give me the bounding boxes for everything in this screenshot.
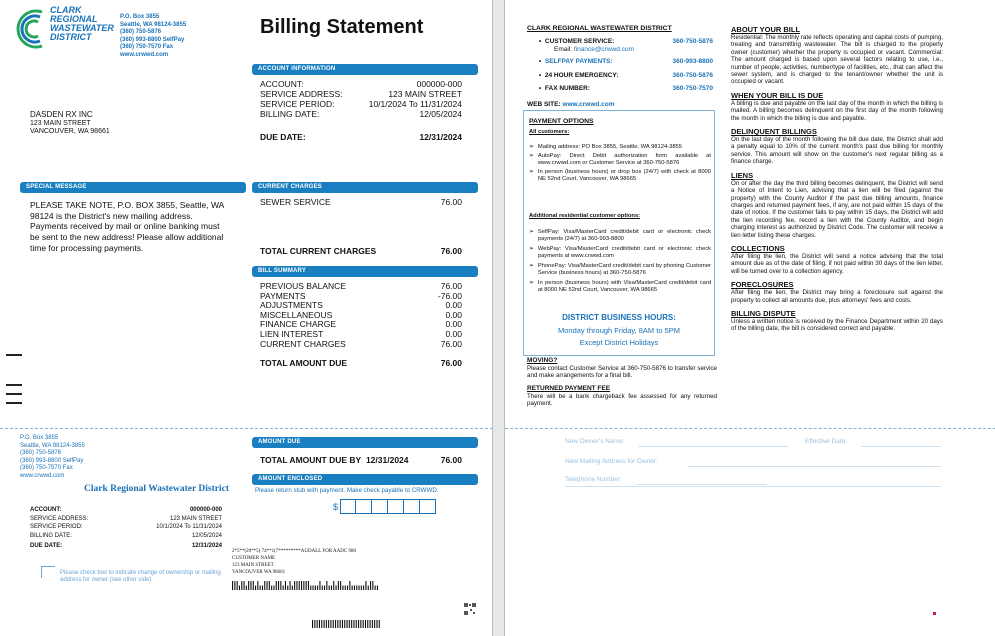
barcode-bar bbox=[312, 620, 313, 628]
barcode-bar bbox=[340, 581, 341, 590]
payment-option: ➢ SelfPay: Visa/MasterCard credit/debit card or electronic check payments (24/7) at 360-993-8800 bbox=[529, 229, 711, 242]
return-note: Please return stub with payment. Make check payable to CRWWD. bbox=[255, 487, 439, 494]
barcode-bar bbox=[301, 581, 302, 590]
fold-mark bbox=[6, 354, 22, 356]
barcode-bar bbox=[333, 581, 334, 590]
section-title: BILLING DISPUTE bbox=[731, 308, 796, 318]
payment-option: ➢ PhonePay: Visa/MasterCard credit/debit card by phoning Customer Service (business hours) at 360-750-5876 bbox=[529, 263, 711, 276]
service-period-row: SERVICE PERIOD: 10/1/2024 To 11/31/2024 bbox=[260, 99, 462, 109]
barcode-bar bbox=[315, 586, 316, 591]
change-ownership-note: Please check box to indicate change of ownership or mailing address for owner (see other side) bbox=[60, 570, 221, 584]
website-link[interactable]: www.crwwd.com bbox=[562, 101, 615, 108]
logo-word: CLARK bbox=[50, 5, 82, 15]
customer-address bbox=[30, 111, 110, 137]
total-current-charges-row: TOTAL CURRENT CHARGES 76.00 bbox=[260, 246, 462, 256]
stub-due-date-row: DUE DATE: 12/31/2024 bbox=[30, 543, 222, 549]
barcode-bar bbox=[283, 586, 284, 591]
barcode-bar bbox=[248, 581, 249, 590]
barcode-bar bbox=[303, 581, 304, 590]
contact-line: P.O. Box 3855 bbox=[120, 14, 160, 20]
barcode-bar bbox=[345, 586, 346, 591]
section-title: DELINQUENT BILLINGS bbox=[731, 127, 817, 137]
barcode-bar bbox=[370, 620, 371, 628]
barcode-bar bbox=[377, 586, 378, 591]
section-text: After filing the lien, the District may bring a foreclosure suit against the property to collect all amounts due, plus attorneys' fees and costs. bbox=[731, 289, 943, 304]
barcode-bar bbox=[349, 620, 350, 628]
payment-option: ➢ In person (business hours) or drop box (24/7) with check at 8000 NE 52nd Court, Vancouver, WA 98665 bbox=[529, 169, 711, 182]
barcode-bar bbox=[260, 586, 261, 591]
section-title: COLLECTIONS bbox=[731, 243, 785, 253]
info-section bbox=[731, 280, 943, 304]
digit-box[interactable] bbox=[340, 499, 356, 514]
barcode-bar bbox=[239, 586, 240, 591]
barcode-bar bbox=[379, 620, 380, 628]
info-section bbox=[731, 127, 943, 166]
business-hours-line: Monday through Friday, 8AM to 5PM bbox=[558, 326, 680, 335]
amount-enclosed-input[interactable] bbox=[340, 499, 436, 514]
barcode-bar bbox=[376, 620, 377, 628]
barcode-bar bbox=[337, 620, 338, 628]
district-logo-text bbox=[50, 6, 114, 42]
fold-mark bbox=[6, 402, 22, 404]
contact-line: Seattle, WA 98124-3855 bbox=[120, 21, 187, 28]
barcode-bar bbox=[335, 620, 336, 628]
barcode-bar bbox=[285, 581, 286, 590]
barcode-bar bbox=[347, 586, 348, 591]
barcode-bar bbox=[255, 586, 256, 591]
moving-title: MOVING? bbox=[527, 357, 558, 364]
perforation-line bbox=[505, 428, 995, 429]
summary-row: ADJUSTMENTS 0.00 bbox=[260, 300, 462, 311]
stub-service-period-row: SERVICE PERIOD: 10/1/2024 To 11/31/2024 bbox=[30, 524, 222, 530]
info-section bbox=[731, 244, 943, 275]
barcode-bar bbox=[280, 581, 281, 590]
barcode-bar bbox=[342, 586, 343, 591]
barcode-bar bbox=[317, 586, 318, 591]
barcode-bar bbox=[354, 586, 355, 591]
barcode-bar bbox=[237, 581, 238, 590]
barcode-bar bbox=[317, 620, 318, 628]
summary-row: FINANCE CHARGE 0.00 bbox=[260, 319, 462, 330]
barcode-bar bbox=[271, 586, 272, 591]
barcode-bar bbox=[306, 581, 307, 590]
account-row: ACCOUNT: 000000-000 bbox=[260, 79, 462, 89]
payment-options-box bbox=[523, 110, 715, 356]
effective-date-label: Effective Date: bbox=[805, 438, 848, 445]
payment-option: ➢ WebPay: Visa/MasterCard credit/debit card or electronic check payments at www.crwwd.com bbox=[529, 246, 711, 259]
barcode-bar bbox=[353, 620, 354, 628]
stub-account-row: ACCOUNT: 000000-000 bbox=[30, 507, 222, 513]
payment-options-title: PAYMENT OPTIONS bbox=[529, 118, 594, 125]
scan-barcode-icon bbox=[312, 620, 382, 628]
new-address-field-line2[interactable] bbox=[565, 486, 941, 487]
page-title: Billing Statement bbox=[260, 16, 424, 38]
contact-email: Email: finance@crwwd.com bbox=[554, 45, 634, 53]
barcode-bar bbox=[347, 620, 348, 628]
contact-line: P.O. Box 3855 bbox=[20, 435, 59, 441]
district-contact-block bbox=[120, 14, 186, 59]
contact-customer-service: • CUSTOMER SERVICE: 360-750-5876 bbox=[539, 38, 713, 45]
section-text: On the last day of the month following the bill due date, the District shall add a penalty equal to 10% of the current month's past due billing for monthly service. This amount will show on the customer's next regular billing as a finance charge. bbox=[731, 136, 943, 166]
billing-date-row: BILLING DATE: 12/05/2024 bbox=[260, 109, 462, 119]
logo-word: WASTEWATER bbox=[50, 23, 114, 33]
statement-front-page bbox=[0, 0, 493, 636]
special-message-header: SPECIAL MESSAGE bbox=[20, 182, 246, 193]
barcode-bar bbox=[363, 586, 364, 591]
new-owner-field[interactable] bbox=[638, 446, 788, 447]
business-hours-title: DISTRICT BUSINESS HOURS: bbox=[562, 313, 676, 322]
charge-row: SEWER SERVICE 76.00 bbox=[260, 197, 462, 207]
section-title: LIENS bbox=[731, 170, 754, 180]
barcode-bar bbox=[299, 581, 300, 590]
perforation-line bbox=[0, 428, 493, 429]
mail-sort-line: 2*5**(20**5) 74**1(7*********AUDALL FOR AADC 980 bbox=[232, 549, 356, 554]
barcode-bar bbox=[372, 620, 373, 628]
stub-service-address-row: SERVICE ADDRESS: 123 MAIN STREET bbox=[30, 516, 222, 522]
fold-mark bbox=[6, 393, 22, 395]
barcode-bar bbox=[367, 620, 368, 628]
special-message-text: PLEASE TAKE NOTE, P.O. BOX 3855, Seattle, WA 98124 is the District's new mailing address. Payments received by mail or online banking must be sent to the new address! Please allow additional time for processing payments. bbox=[30, 200, 224, 253]
service-address-row: SERVICE ADDRESS: 123 MAIN STREET bbox=[260, 89, 462, 99]
barcode-bar bbox=[352, 586, 353, 591]
digit-box[interactable] bbox=[420, 499, 436, 514]
barcode-bar bbox=[328, 620, 329, 628]
statement-back-page bbox=[504, 0, 995, 636]
barcode-bar bbox=[324, 586, 325, 591]
barcode-bar bbox=[287, 586, 288, 591]
summary-row: LIEN INTEREST 0.00 bbox=[260, 328, 462, 339]
barcode-bar bbox=[244, 581, 245, 590]
barcode-bar bbox=[340, 620, 341, 628]
stub-contact-block bbox=[20, 435, 85, 480]
barcode-bar bbox=[331, 586, 332, 591]
barcode-bar bbox=[372, 581, 373, 590]
barcode-bar bbox=[363, 620, 364, 628]
contact-line: (360) 993-8800 SelfPay bbox=[20, 457, 84, 464]
barcode-bar bbox=[232, 581, 233, 590]
section-title: WHEN YOUR BILL IS DUE bbox=[731, 90, 824, 100]
barcode-bar bbox=[322, 586, 323, 591]
barcode-bar bbox=[356, 586, 357, 591]
returned-fee-title: RETURNED PAYMENT FEE bbox=[527, 385, 611, 392]
account-info-header: ACCOUNT INFORMATION bbox=[252, 64, 478, 75]
barcode-bar bbox=[267, 581, 268, 590]
section-text: A billing is due and payable on the last day of the month in which the billing is mailed. A billing becomes delinquent on the first day of the month following the month in which the billing is due and payable. bbox=[731, 99, 943, 122]
bill-summary-header: BILL SUMMARY bbox=[252, 266, 478, 277]
summary-row: PREVIOUS BALANCE 76.00 bbox=[260, 281, 462, 291]
telephone-label: Telephone Number: bbox=[565, 476, 622, 483]
barcode-bar bbox=[292, 586, 293, 591]
contact-list bbox=[539, 38, 713, 93]
barcode-bar bbox=[330, 620, 331, 628]
change-ownership-checkbox[interactable] bbox=[41, 566, 55, 578]
digit-box[interactable] bbox=[388, 499, 404, 514]
telephone-field[interactable] bbox=[637, 484, 767, 485]
info-section bbox=[731, 309, 943, 333]
website-row: WEB SITE: www.crwwd.com bbox=[527, 101, 615, 108]
print-mark bbox=[933, 612, 936, 615]
residential-options-list bbox=[529, 229, 711, 294]
barcode-bar bbox=[234, 581, 235, 590]
barcode-bar bbox=[326, 581, 327, 590]
barcode-bar bbox=[308, 581, 309, 590]
fold-mark bbox=[6, 384, 22, 386]
barcode-bar bbox=[333, 620, 334, 628]
contact-line: (360) 993-8800 SelfPay bbox=[120, 36, 185, 43]
dollar-sign: $ bbox=[333, 502, 339, 512]
barcode-bar bbox=[375, 586, 376, 591]
website-link[interactable]: www.crwwd.com bbox=[120, 51, 169, 58]
barcode-bar bbox=[342, 620, 343, 628]
barcode-bar bbox=[349, 581, 350, 590]
website-link[interactable]: www.crwwd.com bbox=[20, 472, 65, 479]
barcode-bar bbox=[344, 620, 345, 628]
barcode-bar bbox=[319, 581, 320, 590]
contact-line: Seattle, WA 98124-3855 bbox=[20, 442, 85, 449]
contact-emergency: • 24 HOUR EMERGENCY: 360-750-5876 bbox=[539, 71, 713, 79]
barcode-bar bbox=[336, 586, 337, 591]
contact-fax: • FAX NUMBER: 360-750-7570 bbox=[539, 85, 713, 92]
info-sections bbox=[731, 25, 943, 333]
barcode-bar bbox=[290, 581, 291, 590]
total-amount-due-row: TOTAL AMOUNT DUE 76.00 bbox=[260, 358, 462, 368]
digit-box[interactable] bbox=[404, 499, 420, 514]
moving-text: Please contact Customer Service at 360-750-5876 to transfer service and make arrangements for a final bill. bbox=[527, 365, 717, 380]
all-options-list bbox=[529, 144, 711, 183]
stub-billing-date-row: BILLING DATE: 12/05/2024 bbox=[30, 533, 222, 539]
section-text: Unless a written notice is received by the Finance Department within 20 days of the billing date, the bill is considered correct and payable. bbox=[731, 317, 943, 333]
barcode-bar bbox=[368, 586, 369, 591]
barcode-bar bbox=[294, 581, 295, 590]
amount-due-by-row: TOTAL AMOUNT DUE BY 12/31/2024 76.00 bbox=[260, 455, 462, 465]
effective-date-field[interactable] bbox=[861, 446, 941, 447]
contact-line: (360) 750-7570 Fax bbox=[120, 44, 174, 50]
logo-word: REGIONAL bbox=[50, 14, 98, 24]
qr-code-icon bbox=[463, 602, 477, 616]
amount-due-header: AMOUNT DUE bbox=[252, 437, 478, 448]
barcode-bar bbox=[326, 620, 327, 628]
amount-enclosed-header: AMOUNT ENCLOSED bbox=[252, 474, 478, 485]
barcode-bar bbox=[250, 581, 251, 590]
residential-label: Additional residential customer options: bbox=[529, 213, 641, 219]
current-charges-header: CURRENT CHARGES bbox=[252, 182, 478, 193]
barcode-bar bbox=[370, 581, 371, 590]
section-title: FORECLOSURES bbox=[731, 280, 794, 290]
contact-line: (360) 750-5876 bbox=[20, 450, 62, 456]
customer-street: 123 MAIN STREET bbox=[30, 119, 91, 127]
business-hours-line: Except District Holidays bbox=[579, 338, 659, 347]
info-section bbox=[731, 91, 943, 122]
info-section bbox=[731, 25, 943, 86]
section-title: ABOUT YOUR BILL bbox=[731, 25, 801, 34]
new-owner-label: New Owner's Name: bbox=[565, 438, 625, 445]
digit-box[interactable] bbox=[372, 499, 388, 514]
barcode-bar bbox=[276, 581, 277, 590]
barcode-bar bbox=[321, 620, 322, 628]
barcode-bar bbox=[310, 586, 311, 591]
payment-option: ➢ Mailing address: PO Box 3855, Seattle, WA 98124-3855 bbox=[529, 144, 683, 150]
contact-line: (360) 750-7570 Fax bbox=[20, 465, 73, 471]
barcode-bar bbox=[329, 586, 330, 591]
barcode-bar bbox=[324, 620, 325, 628]
returned-fee-text: There will be a bank chargeback fee assessed for any returned payment. bbox=[527, 393, 717, 408]
barcode-bar bbox=[359, 586, 360, 591]
barcode-bar bbox=[338, 581, 339, 590]
due-date-row: DUE DATE: 12/31/2024 bbox=[260, 132, 462, 142]
payment-option: ➢ AutoPay: Direct Debit authorization form available at www.crwwd.com or Customer Service at 360-750-5876 bbox=[529, 153, 711, 166]
section-text: After filing the lien, the District will send a notice advising that the total amount due as of the date of filing, if not paid within 30 days of the lien letter, will be turned over to a collection agency. bbox=[731, 252, 943, 275]
summary-row: CURRENT CHARGES 76.00 bbox=[260, 338, 462, 349]
barcode-bar bbox=[360, 620, 361, 628]
barcode-bar bbox=[257, 581, 258, 590]
back-district-name: CLARK REGIONAL WASTEWATER DISTRICT bbox=[527, 25, 672, 32]
customer-city: VANCOUVER, WA 98661 bbox=[30, 128, 110, 135]
barcode-bar bbox=[365, 620, 366, 628]
barcode-bar bbox=[358, 620, 359, 628]
logo-word: DISTRICT bbox=[50, 32, 92, 42]
barcode-bar bbox=[296, 581, 297, 590]
barcode-bar bbox=[278, 581, 279, 590]
barcode-bar bbox=[273, 586, 274, 591]
mailing-address-block bbox=[232, 548, 356, 576]
barcode-bar bbox=[246, 586, 247, 591]
customer-name: DASDEN RX INC bbox=[30, 110, 93, 119]
info-section bbox=[731, 171, 943, 239]
barcode-bar bbox=[269, 581, 270, 590]
district-name-stub: Clark Regional Wastewater District bbox=[84, 484, 230, 494]
barcode-bar bbox=[314, 620, 315, 628]
barcode-bar bbox=[356, 620, 357, 628]
barcode-bar bbox=[253, 581, 254, 590]
mail-city: VANCOUVER WA 98661 bbox=[232, 570, 286, 575]
mail-name: CUSTOMER NAME bbox=[232, 556, 276, 561]
bill-summary-rows bbox=[260, 282, 462, 349]
barcode-bar bbox=[313, 586, 314, 591]
barcode-bar bbox=[365, 581, 366, 590]
barcode-bar bbox=[361, 586, 362, 591]
digit-box[interactable] bbox=[356, 499, 372, 514]
postal-barcode-icon bbox=[232, 581, 382, 590]
barcode-bar bbox=[351, 620, 352, 628]
summary-row: PAYMENTS -76.00 bbox=[260, 290, 462, 301]
new-address-field[interactable] bbox=[688, 466, 941, 467]
section-text: On or after the day the third billing becomes delinquent, the District will send a Notice of Intent to Lien, advising that a lien will be filed (against the property) with the County Auditor if the past due billing amounts, finance charges and returned payment fees, if any, are not paid within 15 days of the date of notice. If the customer fails to pay within 15 days, the District will add the lien recording fee, record a lien with the County Auditor, and begin charging interest as authorized by District Code. The customer will receive a lien letter listing these charges. bbox=[731, 179, 943, 239]
all-customers-label: All customers: bbox=[529, 129, 570, 135]
barcode-bar bbox=[264, 581, 265, 590]
summary-row: MISCELLANEOUS 0.00 bbox=[260, 309, 462, 320]
mail-street: 123 MAIN STREET bbox=[232, 563, 274, 568]
contact-line: (360) 750-5876 bbox=[120, 29, 162, 35]
barcode-bar bbox=[262, 586, 263, 591]
payment-option: ➢ In person (business hours) with Visa/MasterCard credit/debit card at 8000 NE 52nd Court, Vancouver, WA 98665 bbox=[529, 280, 711, 293]
barcode-bar bbox=[241, 581, 242, 590]
barcode-bar bbox=[319, 620, 320, 628]
section-text: Residential: The monthly rate reflects operating and capital costs of pumping, treating and transmitting wastewater. The bill is charged to the property owner (customer) whether the property is occupied or vacant. Commercial: The amount charged is based upon several factors relating to use, i.e., number of people, activities, number/type of facilities, etc., that can affect the sewer system, and is charged to the tenant/owner whether the unit is occupied or vacant. bbox=[731, 34, 943, 86]
new-address-label: New Mailing Address for Owner: bbox=[565, 458, 658, 465]
contact-selfpay: • SELFPAY PAYMENTS: 360-993-8800 bbox=[539, 58, 713, 65]
barcode-bar bbox=[374, 620, 375, 628]
